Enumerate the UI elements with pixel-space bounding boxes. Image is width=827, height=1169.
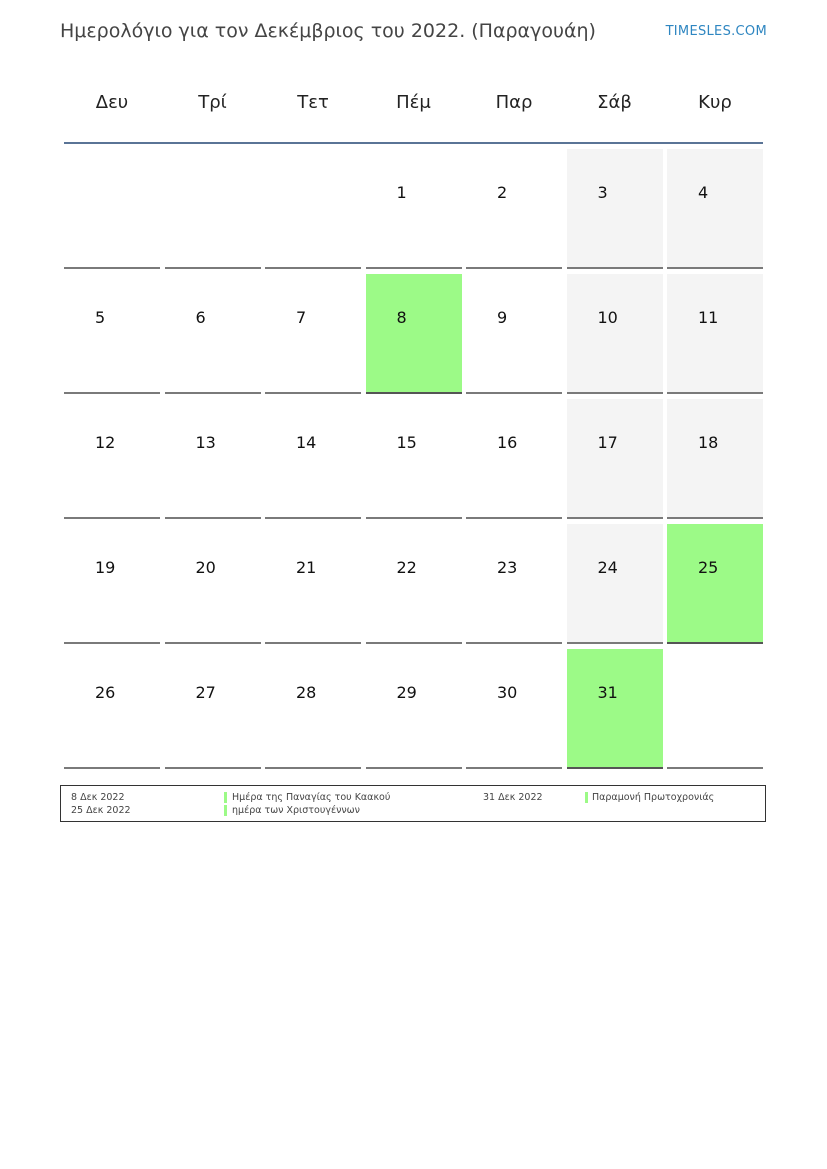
day-number: 8 (396, 308, 407, 327)
day-cell[interactable] (64, 649, 160, 769)
week-row (64, 649, 763, 774)
day-number: 5 (95, 308, 106, 327)
holiday-day-cell[interactable] (667, 524, 763, 644)
holiday-legend (60, 785, 766, 822)
legend-color-marker (224, 805, 227, 816)
calendar-weeks (64, 149, 763, 774)
page-title: Ημερολόγιο για τον Δεκέμβριος του 2022. (Παραγουάη) (60, 20, 596, 42)
weekday-thu: Πέμ (396, 92, 431, 113)
day-cell[interactable] (265, 274, 361, 394)
day-number: 13 (195, 433, 216, 452)
day-cell[interactable] (567, 274, 663, 394)
day-cell[interactable] (667, 399, 763, 519)
empty-day-cell (165, 149, 261, 269)
day-number: 21 (296, 558, 317, 577)
day-number: 12 (95, 433, 116, 452)
day-number: 28 (296, 683, 317, 702)
day-number: 22 (396, 558, 417, 577)
day-number: 31 (597, 683, 618, 702)
day-number: 24 (597, 558, 618, 577)
site-link[interactable]: TIMESLES.COM (665, 24, 767, 39)
legend-holiday-name: Παραμονή Πρωτοχρονιάς (592, 792, 715, 803)
empty-day-cell (667, 649, 763, 769)
day-cell[interactable] (567, 524, 663, 644)
day-number: 19 (95, 558, 116, 577)
day-cell[interactable] (466, 149, 562, 269)
day-number: 7 (296, 308, 307, 327)
day-cell[interactable] (366, 399, 462, 519)
week-row (64, 274, 763, 399)
day-cell[interactable] (667, 149, 763, 269)
day-number: 17 (597, 433, 618, 452)
day-number: 3 (597, 183, 608, 202)
day-number: 27 (195, 683, 216, 702)
day-number: 23 (497, 558, 518, 577)
legend-holiday-name: Ημέρα της Παναγίας του Καακού (232, 792, 391, 803)
day-cell[interactable] (64, 524, 160, 644)
day-number: 16 (497, 433, 518, 452)
day-cell[interactable] (466, 649, 562, 769)
day-number: 20 (195, 558, 216, 577)
weekday-mon: Δευ (95, 92, 129, 113)
day-cell[interactable] (165, 399, 261, 519)
day-cell[interactable] (667, 274, 763, 394)
empty-day-cell (64, 149, 160, 269)
day-cell[interactable] (366, 649, 462, 769)
weekday-fri: Παρ (495, 92, 533, 113)
day-number: 15 (396, 433, 417, 452)
week-row (64, 524, 763, 649)
day-cell[interactable] (64, 274, 160, 394)
weekday-wed: Τετ (297, 92, 329, 113)
day-cell[interactable] (466, 399, 562, 519)
day-number: 4 (698, 183, 709, 202)
weekday-sat: Σάβ (597, 92, 632, 113)
legend-color-marker (585, 792, 588, 803)
day-number: 9 (497, 308, 508, 327)
weekday-sun: Κυρ (698, 92, 732, 113)
day-number: 25 (698, 558, 719, 577)
legend-date: 25 Δεκ 2022 (71, 805, 131, 816)
day-number: 6 (195, 308, 206, 327)
day-cell[interactable] (265, 649, 361, 769)
empty-day-cell (265, 149, 361, 269)
day-number: 11 (698, 308, 719, 327)
weekday-header (64, 75, 763, 144)
week-row (64, 149, 763, 274)
day-number: 29 (396, 683, 417, 702)
holiday-day-cell[interactable] (366, 274, 462, 394)
day-number: 26 (95, 683, 116, 702)
day-cell[interactable] (567, 399, 663, 519)
day-number: 30 (497, 683, 518, 702)
day-cell[interactable] (366, 524, 462, 644)
day-cell[interactable] (567, 149, 663, 269)
holiday-day-cell[interactable] (567, 649, 663, 769)
day-number: 2 (497, 183, 508, 202)
weekday-tue: Τρί (198, 92, 227, 113)
day-cell[interactable] (165, 649, 261, 769)
day-cell[interactable] (466, 274, 562, 394)
day-cell[interactable] (466, 524, 562, 644)
legend-color-marker (224, 792, 227, 803)
legend-holiday-name: ημέρα των Χριστουγέννων (232, 805, 360, 816)
day-cell[interactable] (265, 399, 361, 519)
day-number: 14 (296, 433, 317, 452)
day-number: 1 (396, 183, 407, 202)
month-calendar (64, 75, 763, 774)
day-cell[interactable] (265, 524, 361, 644)
day-number: 10 (597, 308, 618, 327)
day-cell[interactable] (165, 524, 261, 644)
legend-date: 8 Δεκ 2022 (71, 792, 125, 803)
day-number: 18 (698, 433, 719, 452)
day-cell[interactable] (64, 399, 160, 519)
day-cell[interactable] (165, 274, 261, 394)
legend-date: 31 Δεκ 2022 (483, 792, 543, 803)
day-cell[interactable] (366, 149, 462, 269)
week-row (64, 399, 763, 524)
